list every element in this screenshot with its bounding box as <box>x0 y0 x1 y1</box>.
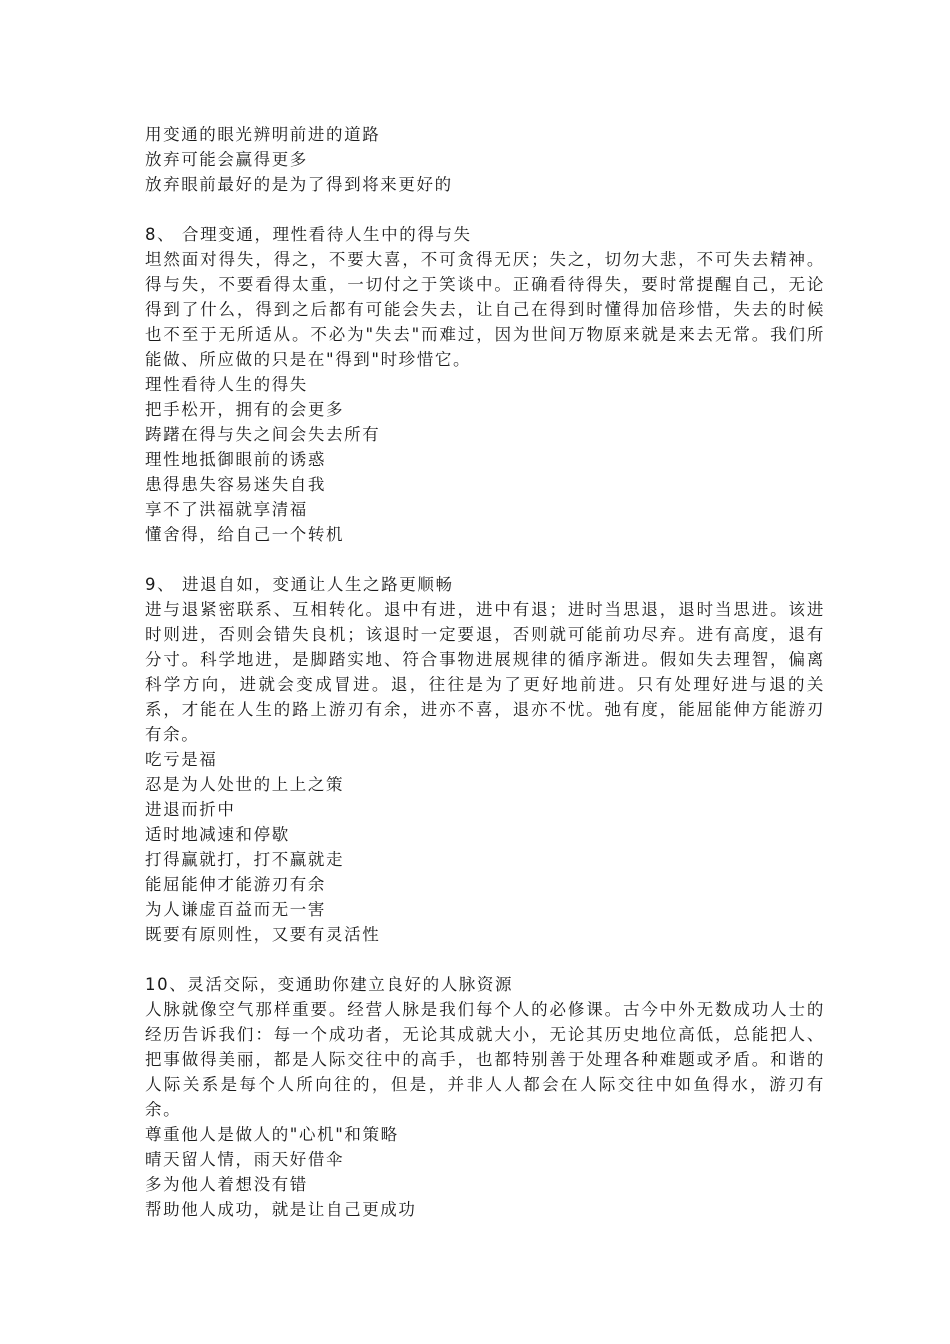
document-page <box>145 122 825 1222</box>
list-item: 能屈能伸才能游刃有余 <box>145 875 326 894</box>
intro-line: 放弃可能会赢得更多 <box>145 150 308 169</box>
section-heading: 9、 进退自如，变通让人生之路更顺畅 <box>145 575 454 594</box>
list-item: 把手松开，拥有的会更多 <box>145 400 345 419</box>
section-spacer <box>145 547 825 572</box>
section-paragraph: 进与退紧密联系、互相转化。退中有进，进中有退；进时当思退，退时当思进。该进时则进，否则会错失良机；该退时一定要退，否则就可能前功尽弃。进有高度，退有分寸。科学地进，是脚踏实地、符合事物进展规律的循序渐进。假如失去理智，偏离科学方向，进就会变成冒进。退，往往是为了更好地前进。只有处理好进与退的关系，才能在人生的路上游刃有余，进亦不喜，退亦不忧。弛有度，能屈能伸方能游刃有余。 <box>145 600 825 744</box>
list-item: 适时地减速和停歇 <box>145 825 290 844</box>
list-item: 为人谦虚百益而无一害 <box>145 900 326 919</box>
list-item: 理性地抵御眼前的诱惑 <box>145 450 326 469</box>
list-item: 吃亏是福 <box>145 750 218 769</box>
list-item: 打得赢就打，打不赢就走 <box>145 850 345 869</box>
list-item: 进退而折中 <box>145 800 236 819</box>
list-item: 享不了洪福就享清福 <box>145 500 308 519</box>
section-heading: 10、灵活交际，变通助你建立良好的人脉资源 <box>145 975 514 994</box>
list-item: 患得患失容易迷失自我 <box>145 475 326 494</box>
list-item: 尊重他人是做人的"心机"和策略 <box>145 1125 399 1144</box>
list-item: 晴天留人情，雨天好借伞 <box>145 1150 345 1169</box>
list-item: 帮助他人成功，就是让自己更成功 <box>145 1200 417 1219</box>
section-9 <box>145 572 825 947</box>
section-spacer <box>145 197 825 222</box>
section-8 <box>145 222 825 547</box>
section-heading: 8、 合理变通，理性看待人生中的得与失 <box>145 225 472 244</box>
intro-line: 用变通的眼光辨明前进的道路 <box>145 125 381 144</box>
list-item: 忍是为人处世的上上之策 <box>145 775 345 794</box>
section-paragraph: 人脉就像空气那样重要。经营人脉是我们每个人的必修课。古今中外无数成功人士的经历告诉我们：每一个成功者，无论其成就大小，无论其历史地位高低，总能把人、把事做得美丽，都是人际交往中的高手，也都特别善于处理各种难题或矛盾。和谐的人际关系是每个人所向往的，但是，并非人人都会在人际交往中如鱼得水，游刃有余。 <box>145 1000 825 1119</box>
section-paragraph: 坦然面对得失，得之，不要大喜，不可贪得无厌；失之，切勿大悲，不可失去精神。得与失，不要看得太重，一切付之于笑谈中。正确看待得失，要时常提醒自己，无论得到了什么，得到之后都有可能会失去，让自己在得到时懂得加倍珍惜，失去的时候也不至于无所适从。不必为"失去"而难过，因为世间万物原来就是来去无常。我们所能做、所应做的只是在"得到"时珍惜它。 <box>145 250 825 369</box>
list-item: 多为他人着想没有错 <box>145 1175 308 1194</box>
intro-list <box>145 122 825 197</box>
section-spacer <box>145 947 825 972</box>
list-item: 懂舍得，给自己一个转机 <box>145 525 345 544</box>
list-item: 理性看待人生的得失 <box>145 375 308 394</box>
list-item: 既要有原则性，又要有灵活性 <box>145 925 381 944</box>
list-item: 踌躇在得与失之间会失去所有 <box>145 425 381 444</box>
intro-line: 放弃眼前最好的是为了得到将来更好的 <box>145 175 453 194</box>
section-10 <box>145 972 825 1222</box>
